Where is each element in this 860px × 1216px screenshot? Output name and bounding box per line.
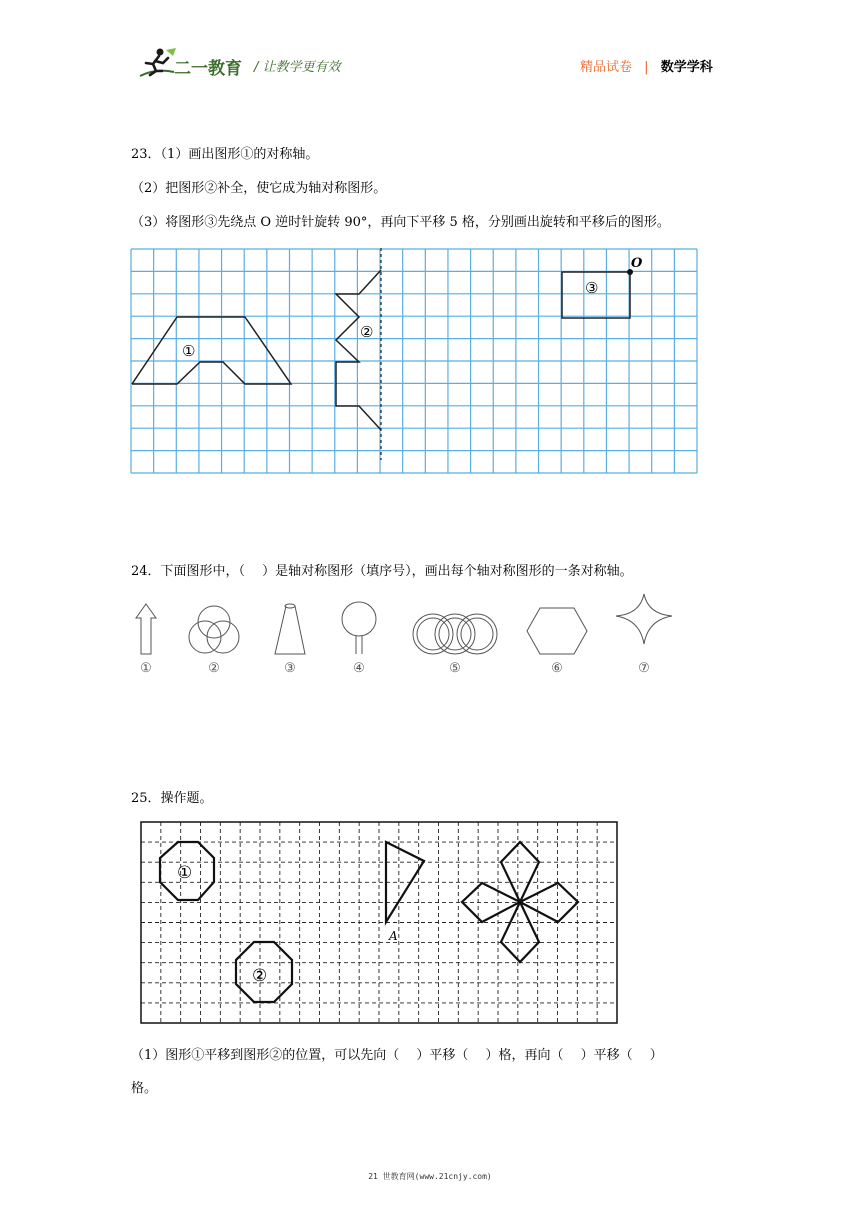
q23-grid-figure <box>130 248 698 476</box>
shape-number-label: ⑤ <box>449 661 461 676</box>
q25-grid-figure <box>140 820 620 1026</box>
shape-number-label: ② <box>208 661 220 676</box>
shape-number-label: ④ <box>353 661 365 676</box>
q24-shapes <box>128 592 688 682</box>
four-point-star-shape <box>616 594 672 644</box>
cone-shape <box>275 604 305 654</box>
figure-3-label: ③ <box>585 279 599 297</box>
q23-part3: （3）将图形③先绕点 O 逆时针旋转 90°，再向下平移 5 格，分别画出旋转和平移后的图形。 <box>131 215 670 230</box>
header-right <box>580 56 713 75</box>
figure-1-label: ① <box>182 342 196 360</box>
point-a-label: A <box>389 929 398 943</box>
shape-number-label: ⑦ <box>638 661 650 676</box>
subject-label: 数学学科 <box>660 60 713 75</box>
q25-grid-lines <box>141 822 617 1023</box>
q23-grid-lines <box>131 249 697 473</box>
brand-name: 二一教育 <box>174 59 242 79</box>
q25-part1-line2: 格。 <box>131 1081 158 1096</box>
paper-tag: 精品试卷 <box>580 60 633 75</box>
octagon-1-label: ① <box>177 863 193 883</box>
octagon-2-label: ② <box>252 966 268 986</box>
q25-title: 25．操作题。 <box>131 791 213 806</box>
rings-shape <box>413 614 497 654</box>
shape-number-label: ③ <box>284 661 296 676</box>
arrow-shape <box>136 604 156 654</box>
q24-text: 24．下面图形中，（ ）是轴对称图形（填序号），画出每个轴对称图形的一条对称轴。 <box>131 564 633 579</box>
shape-number-label: ⑥ <box>551 661 563 676</box>
footer-text: 21 世教育网(www.21cnjy.com) <box>368 1172 492 1181</box>
header-logo <box>136 46 376 80</box>
trefoil-shape <box>189 606 239 653</box>
point-o-label: O <box>631 256 643 271</box>
figure-2-label: ② <box>360 323 374 341</box>
shape-number-label: ① <box>140 661 152 676</box>
q23-title: 23．（1）画出图形①的对称轴。 <box>131 147 319 162</box>
q23-part2: （2）把图形②补全，使它成为轴对称图形。 <box>131 181 387 196</box>
header-separator: | <box>644 60 649 75</box>
runner-logo-icon <box>136 46 178 80</box>
circle-stand-shape <box>342 602 376 654</box>
q25-part1-line1: （1）图形①平移到图形②的位置，可以先向（ ）平移（ ）格，再向（ ）平移（ ） <box>131 1048 663 1063</box>
brand-slogan: / 让教学更有效 <box>254 60 341 75</box>
hexagon-shape <box>527 608 587 654</box>
